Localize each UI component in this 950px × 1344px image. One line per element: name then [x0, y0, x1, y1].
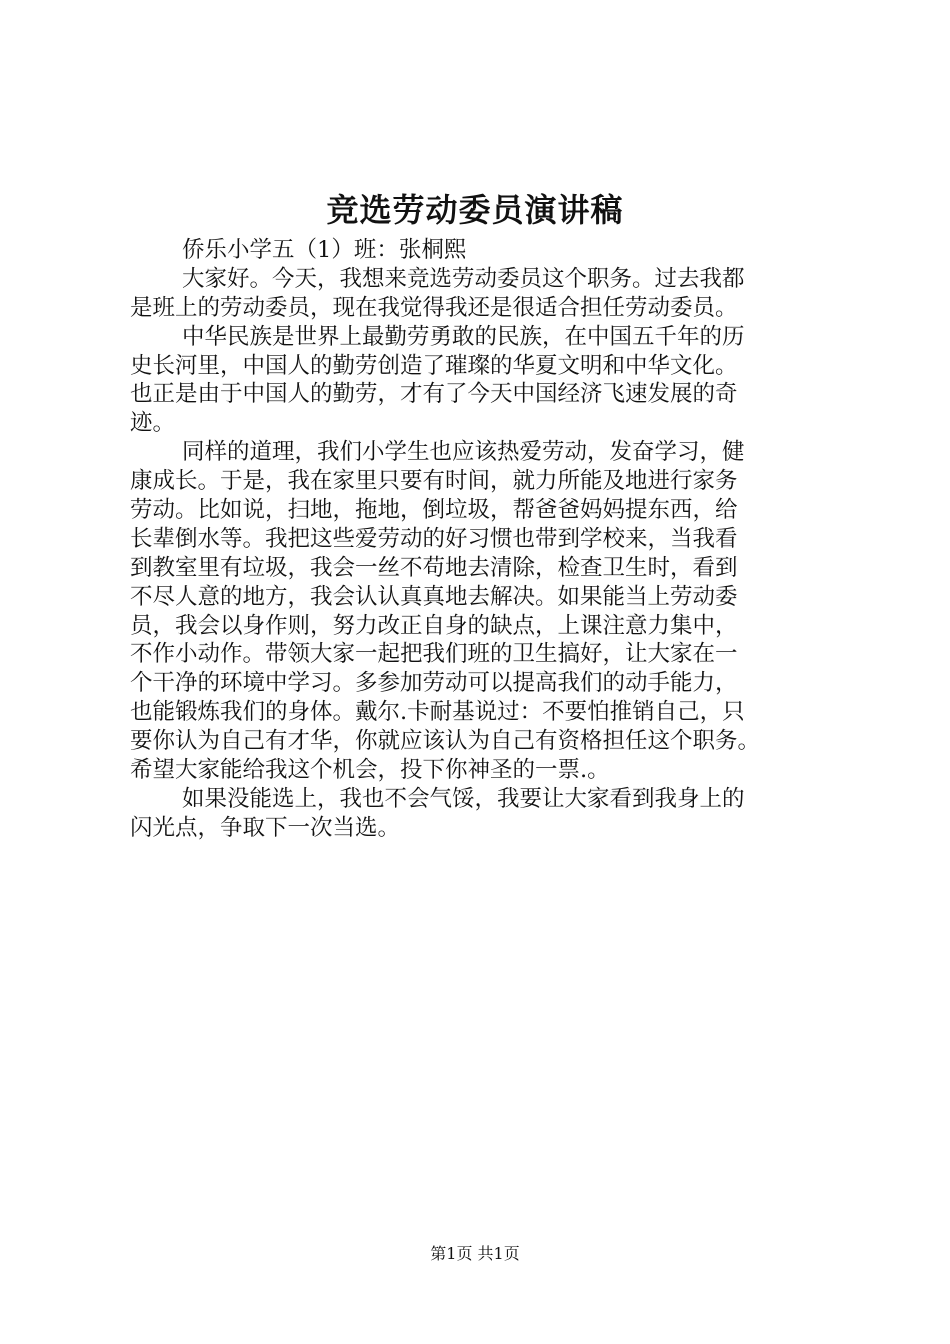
paragraph-line: 希望大家能给我这个机会，投下你神圣的一票.。: [130, 757, 610, 784]
paragraph-line: 到教室里有垃圾，我会一丝不苟地去清除，检查卫生时，看到: [130, 554, 738, 581]
paragraph-line: 长辈倒水等。我把这些爱劳动的好习惯也带到学校来，当我看: [130, 525, 738, 552]
author-line: 侨乐小学五（1）班：张桐熙: [182, 237, 467, 263]
paragraph-line: 迹。: [130, 410, 176, 437]
paragraph-line: 要你认为自己有才华，你就应该认为自己有资格担任这个职务。: [130, 728, 761, 755]
paragraph-line: 员，我会以身作则，努力改正自身的缺点，上课注意力集中，: [130, 612, 738, 639]
paragraph-line: 是班上的劳动委员，现在我觉得我还是很适合担任劳动委员。: [130, 294, 738, 321]
paragraph-line: 个干净的环境中学习。多参加劳动可以提高我们的动手能力，: [130, 670, 738, 697]
paragraph-line: 中华民族是世界上最勤劳勇敢的民族，在中国五千年的历: [182, 323, 745, 350]
paragraph-line: 不尽人意的地方，我会认认真真地去解决。如果能当上劳动委: [130, 583, 738, 610]
paragraph-line: 同样的道理，我们小学生也应该热爱劳动，发奋学习，健: [182, 439, 745, 466]
page-footer: 第1页 共1页: [430, 1244, 520, 1263]
paragraph-line: 大家好。今天，我想来竞选劳动委员这个职务。过去我都: [182, 265, 745, 292]
document-body: [130, 236, 850, 843]
paragraph-line: 史长河里，中国人的勤劳创造了璀璨的华夏文明和中华文化。: [130, 352, 738, 379]
paragraph-line: 不作小动作。带领大家一起把我们班的卫生搞好，让大家在一: [130, 641, 738, 668]
paragraph-line: 康成长。于是，我在家里只要有时间，就力所能及地进行家务: [130, 468, 738, 495]
paragraph-line: 也能锻炼我们的身体。戴尔.卡耐基说过：不要怕推销自己，只: [130, 699, 745, 726]
paragraph-line: 劳动。比如说，扫地，拖地，倒垃圾，帮爸爸妈妈提东西，给: [130, 497, 738, 524]
paragraph-line: 如果没能选上，我也不会气馁，我要让大家看到我身上的: [182, 785, 745, 812]
paragraph-line: 也正是由于中国人的勤劳，才有了今天中国经济飞速发展的奇: [130, 381, 738, 408]
document-title: 竞选劳动委员演讲稿: [326, 191, 624, 229]
paragraph-line: 闪光点，争取下一次当选。: [130, 814, 401, 841]
